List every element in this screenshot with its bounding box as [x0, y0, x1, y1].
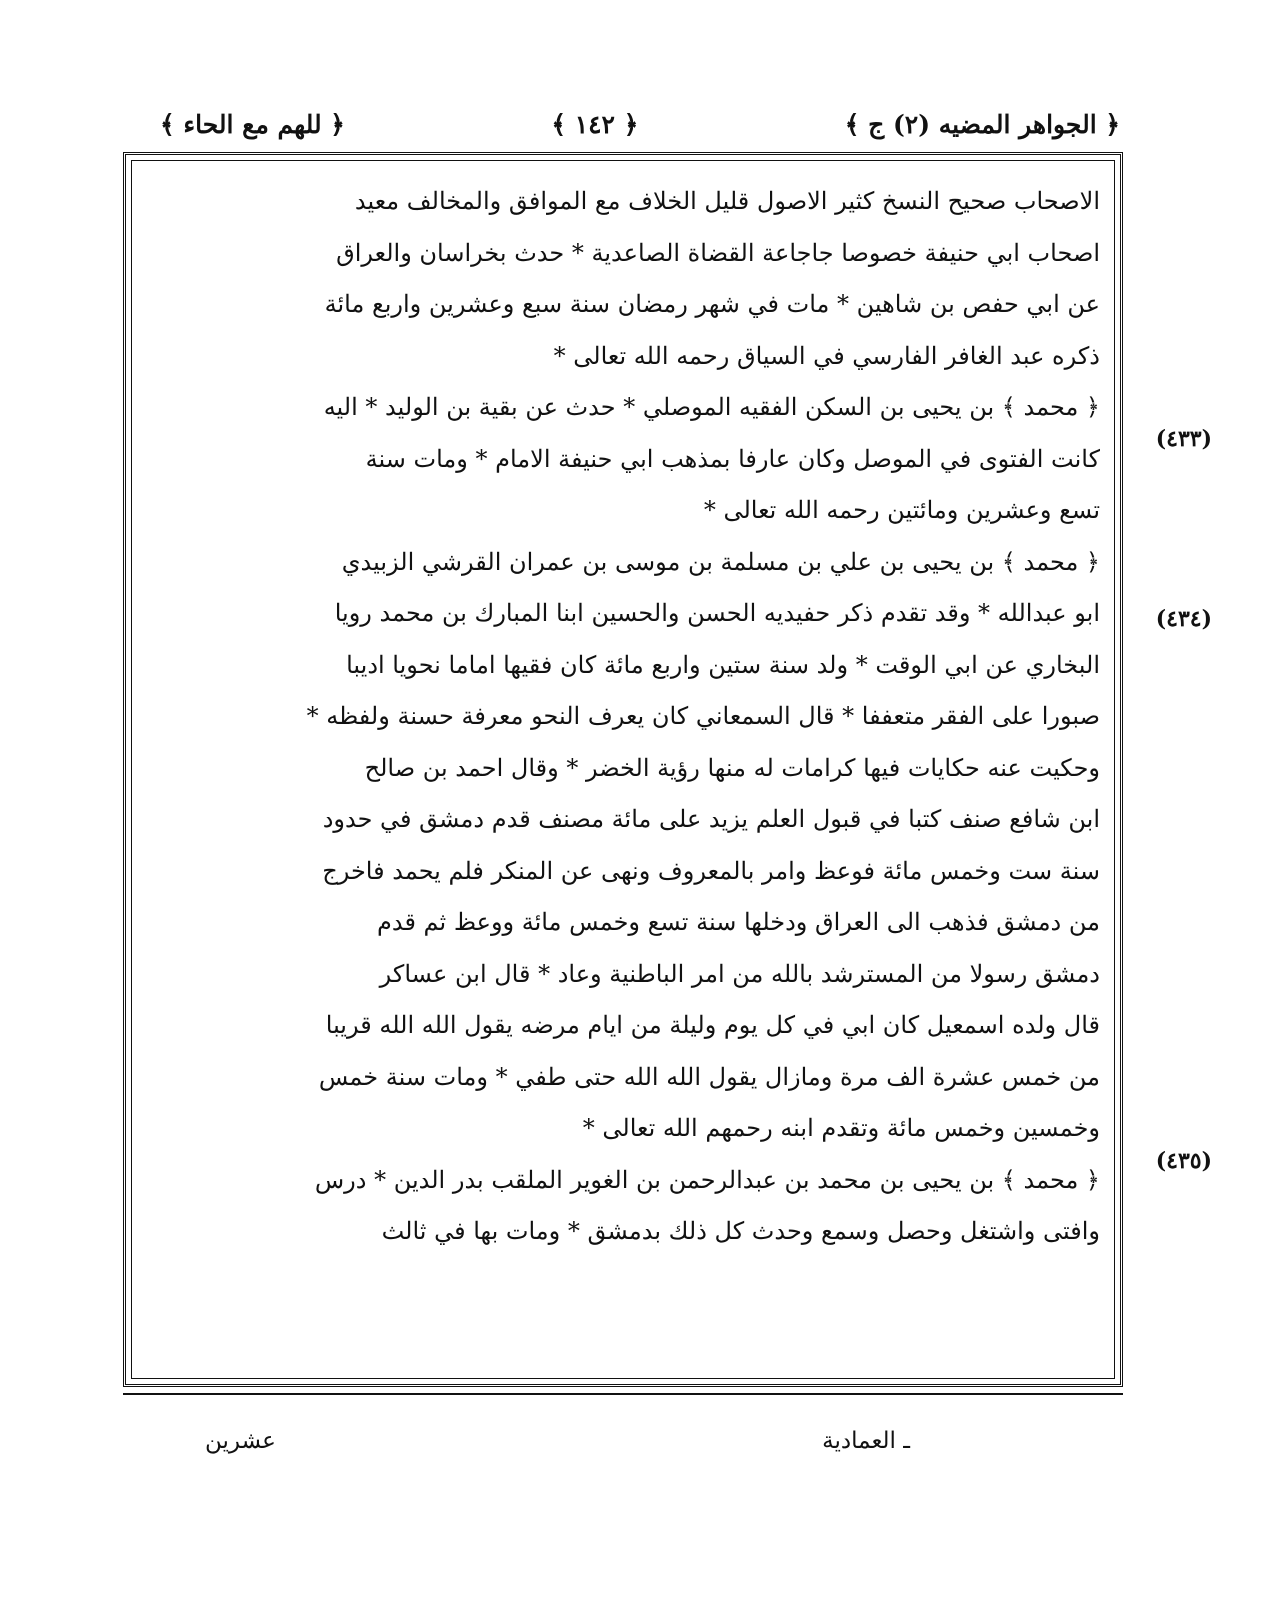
text-line: من دمشق فذهب الى العراق ودخلها سنة تسع وخمس مائة ووعظ ثم قدم: [377, 908, 1100, 936]
text-line: تسع وعشرين ومائتين رحمه الله تعالى *: [703, 496, 1100, 524]
text-line: كانت الفتوى في الموصل وكان عارفا بمذهب ابي حنيفة الامام * ومات سنة: [365, 444, 1100, 473]
text-line: ابو عبدالله * وقد تقدم ذكر حفيديه الحسن والحسين ابنا المبارك بن محمد رويا: [334, 599, 1100, 627]
catchword-left: عشرين: [205, 1428, 276, 1454]
entry-number-433: (٤٣٣): [1155, 426, 1212, 452]
page-number: ﴿ ١٤٢ ﴾: [551, 109, 639, 139]
text-line: صبورا على الفقر متعففا * قال السمعاني كان يعرف النحو معرفة حسنة ولفظه *: [306, 702, 1100, 730]
text-line: قال ولده اسمعيل كان ابي في كل يوم وليلة من ايام مرضه يقول الله الله قريبا: [325, 1011, 1100, 1039]
text-line: البخاري عن ابي الوقت * ولد سنة ستين واربع مائة كان فقيها اماما نحويا اديبا: [346, 650, 1100, 679]
entry-start-line: ﴿ محمد ﴾ بن يحيى بن السكن الفقيه الموصلي * حدث عن بقية بن الوليد * اليه: [323, 393, 1100, 421]
text-line: من خمس عشرة الف مرة ومازال يقول الله الله حتى طفي * ومات سنة خمس: [318, 1062, 1100, 1091]
text-line: وافتى واشتغل وحصل وسمع وحدث كل ذلك بدمشق * ومات بها في ثالث: [381, 1217, 1100, 1245]
text-line: اصحاب ابي حنيفة خصوصا جاجاعة القضاة الصاعدية * حدث بخراسان والعراق: [336, 238, 1100, 267]
text-line: الاصحاب صحيح النسخ كثير الاصول قليل الخلاف مع الموافق والمخالف معيد: [354, 187, 1100, 215]
footer: [150, 1428, 1100, 1468]
entry-number-435: (٤٣٥): [1155, 1148, 1212, 1174]
text-line: دمشق رسولا من المسترشد بالله من امر الباطنية وعاد * قال ابن عساكر: [379, 959, 1100, 988]
text-line: وحكيت عنه حكايات فيها كرامات له منها رؤية الخضر * وقال احمد بن صالح: [364, 753, 1100, 782]
entry-number-434: (٤٣٤): [1155, 606, 1212, 632]
entry-start-line: ﴿ محمد ﴾ بن يحيى بن محمد بن عبدالرحمن بن الغوير الملقب بدر الدين * درس: [314, 1165, 1100, 1194]
main-text: [150, 176, 1100, 1258]
footer-rule: [123, 1393, 1123, 1395]
text-line: عن ابي حفص بن شاهين * مات في شهر رمضان سنة سبع وعشرين واربع مائة: [324, 290, 1100, 318]
section-title: ﴿ للهم مع الحاء ﴾: [160, 109, 345, 139]
running-header: [160, 100, 1120, 148]
text-line: سنة ست وخمس مائة فوعظ وامر بالمعروف ونهى عن المنكر فلم يحمد فاخرج: [322, 856, 1100, 885]
entry-start-line: ﴿ محمد ﴾ بن يحيى بن علي بن مسلمة بن موسى بن عمران القرشي الزبيدي: [341, 547, 1100, 576]
book-title: ﴿ الجواهر المضيه (٢) ج ﴾: [844, 109, 1120, 139]
catchword-right: ـ العمادية: [822, 1428, 910, 1454]
text-line: ذكره عبد الغافر الفارسي في السياق رحمه الله تعالى *: [553, 341, 1100, 370]
text-line: ابن شافع صنف كتبا في قبول العلم يزيد على مائة مصنف قدم دمشق في حدود: [322, 805, 1100, 833]
text-line: وخمسين وخمس مائة وتقدم ابنه رحمهم الله تعالى *: [582, 1114, 1100, 1142]
